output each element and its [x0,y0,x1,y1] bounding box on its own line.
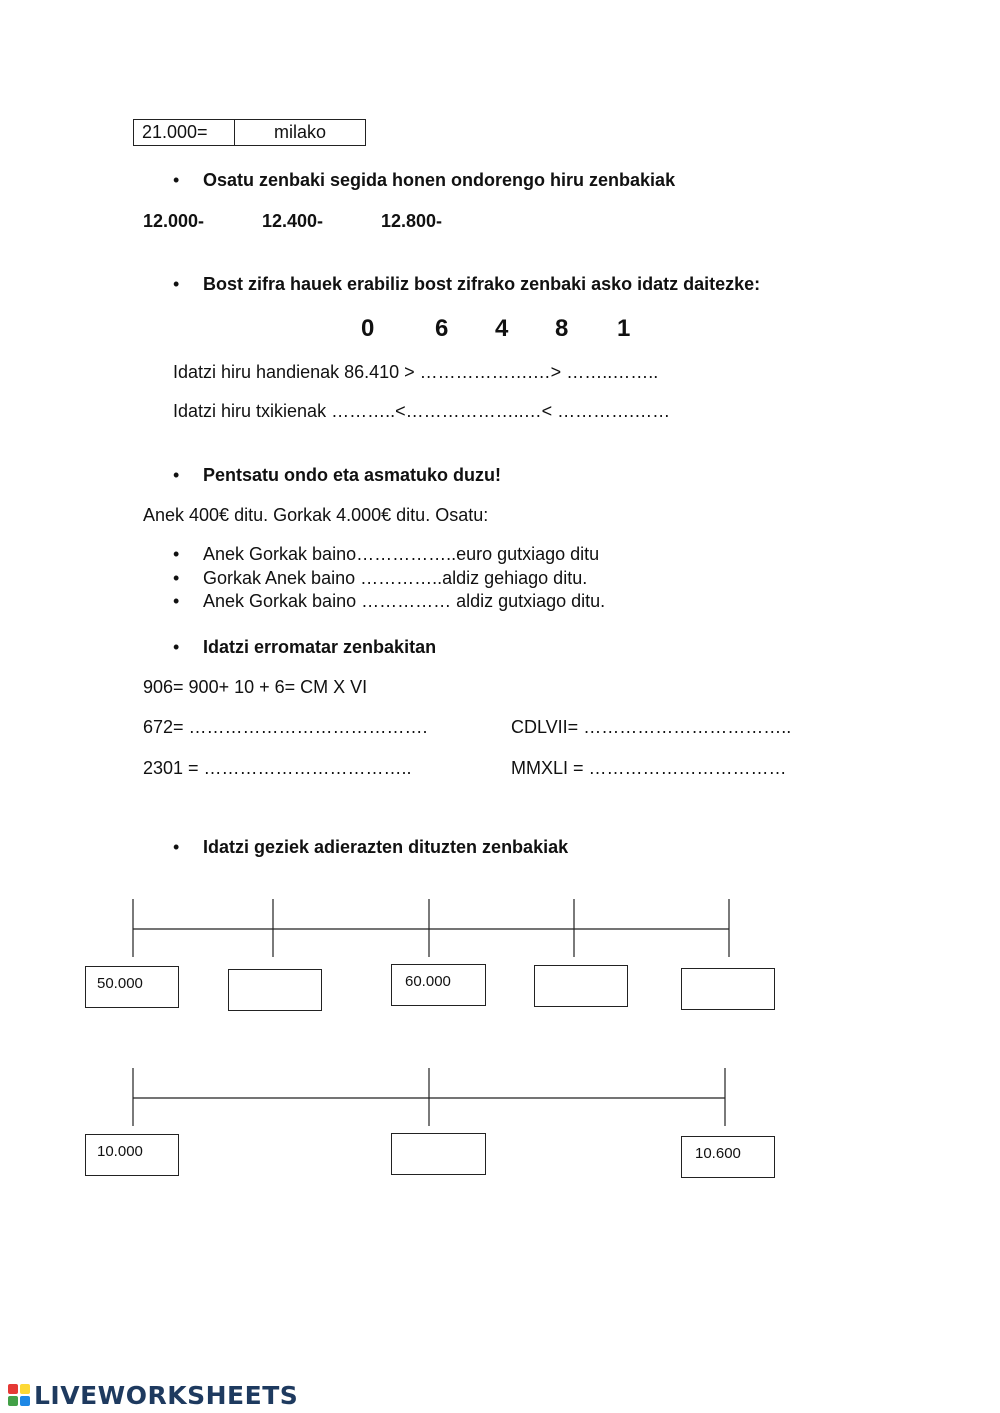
answer-box: 10.600 [681,1136,775,1178]
answer-box: 10.000 [85,1134,179,1176]
sequence-number-1: 12.000- [143,211,205,231]
roman-row2-right: MMXLI = …………………………… [511,758,787,778]
numberline-heading: • Idatzi geziek adierazten dituzten zenbakiak [203,837,568,858]
answer-box[interactable] [391,1133,486,1175]
digit: 4 [495,315,509,342]
think-heading: • Pentsatu ondo eta asmatuko duzu! [203,465,501,486]
answer-box: 60.000 [391,964,486,1006]
roman-heading: • Idatzi erromatar zenbakitan [203,637,436,658]
top-table-cell-number: 21.000= [134,120,235,145]
answer-box: 50.000 [85,966,179,1008]
sequence-heading: • Osatu zenbaki segida honen ondorengo hiru zenbakiak [203,170,675,191]
think-item-3: • Anek Gorkak baino …………… aldiz gutxiago ditu. [203,591,605,612]
smallest-line: Idatzi hiru txikienak ………..<………………..…< ………….…… [173,401,671,421]
liveworksheets-logo-icon [8,1384,30,1406]
top-table-cell-unit: milako [273,122,326,142]
roman-row2-left: 2301 = …………………………….. [143,758,412,778]
answer-box[interactable] [681,968,775,1010]
footer-brand[interactable] [8,1380,298,1410]
footer-brand-text: LIVEWORKSHEETS [34,1380,299,1410]
answer-box[interactable] [534,965,628,1007]
roman-row1-left: 672= …………………………………. [143,717,428,737]
digit: 0 [361,315,375,342]
answer-box[interactable] [228,969,322,1011]
sequence-number-2: 12.400- [262,211,324,231]
digits-heading: • Bost zifra hauek erabiliz bost zifrako zenbaki asko idatz daitezke: [203,274,760,295]
roman-row1-right: CDLVII= …………………………….. [511,717,792,737]
think-item-1: • Anek Gorkak baino……………..euro gutxiago ditu [203,544,599,565]
largest-line: Idatzi hiru handienak 86.410 > ……………….…> ……..…….. [173,362,659,382]
digit: 1 [617,315,631,342]
digit: 8 [555,315,569,342]
sequence-number-3: 12.800- [381,211,443,231]
roman-example: 906= 900+ 10 + 6= CM X VI [143,677,368,697]
digit: 6 [435,315,449,342]
think-intro: Anek 400€ ditu. Gorkak 4.000€ ditu. Osatu: [143,505,489,525]
think-item-2: • Gorkak Anek baino …………..aldiz gehiago ditu. [203,568,587,589]
